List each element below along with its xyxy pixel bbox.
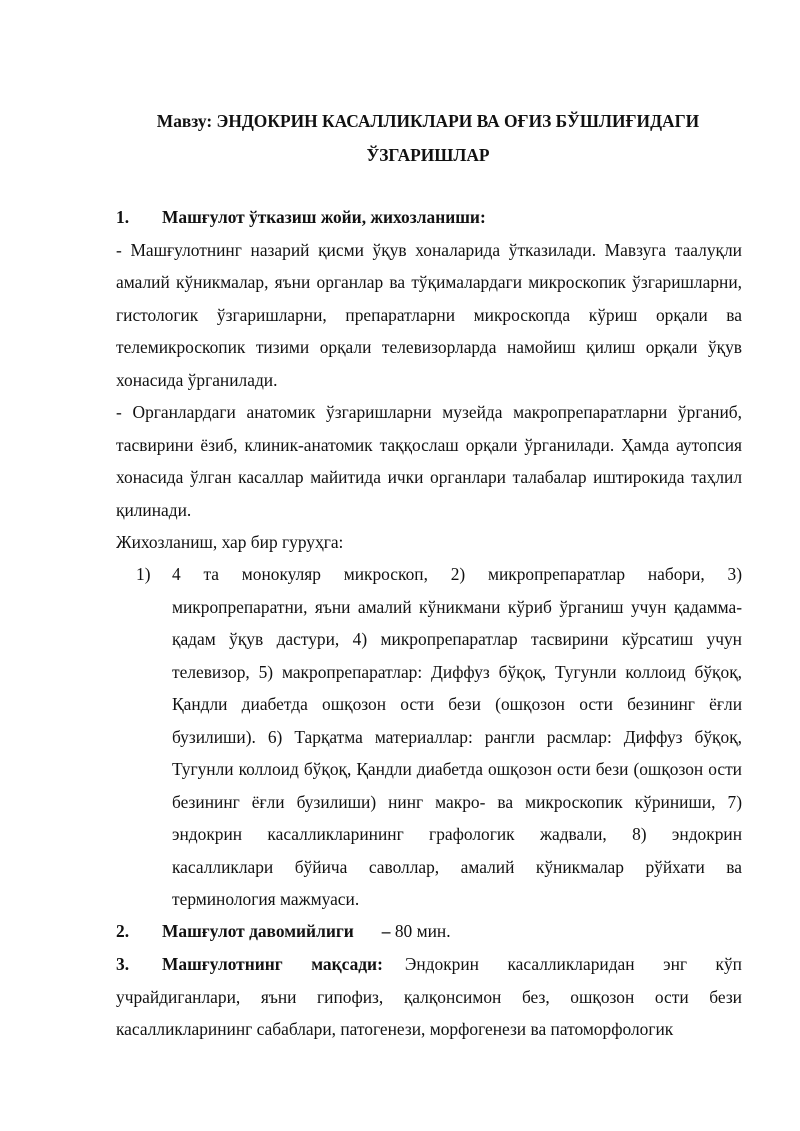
section-2 [116,915,742,948]
section-3-text: Эндокрин касалликларидан энг кўп учрайдиганлари, яъни гипофиз, қалқонсимон без, ошқозон ости бези касалликларининг сабаблари, патогенези, морфогенези ва патоморфологик [116,954,742,1039]
section-2-duration: 80 мин. [394,921,451,941]
section-2-number: 2. [116,921,130,941]
equipment-label: Жихозланиш, хар бир гуруҳга: [116,532,344,552]
page-title [113,104,743,172]
section-1-number: 1. [116,207,130,227]
list-marker: 1) [136,564,151,584]
section-3-title: Машғулотнинг мақсади: [162,954,383,974]
equipment-list [136,558,742,916]
section-3 [116,948,742,1046]
section-1-paragraph-1: - Машғулотнинг назарий қисми ўқув хоналарида ўтказилади. Мавзуга таалуқли амалий кўникмалар, яъни органлар ва тўқималардаги микроскопик ўзгаришларни, гистологик ўзгаришларни, препаратларни микроскопда кўриш орқали ва телемикроскопик тизими орқали телевизорларда намойиш қилиш орқали ўқув хонасида ўрганилади. [116,239,742,390]
section-3-number: 3. [116,954,130,974]
title-line-2: ЎЗГАРИШЛАР [366,145,490,165]
title-line-1: Мавзу: ЭНДОКРИН КАСАЛЛИКЛАРИ ВА ОҒИЗ БЎШЛИҒИДАГИ [156,111,700,131]
list-item-text: 4 та монокуляр микроскоп, 2) микропрепаратлар набори, 3) микропрепаратни, яъни амалий кўникмани кўриб ўрганиш учун қадамма-қадам ўқув дастури, 4) микропрепаратлар тасвирини кўрсатиш учун телевизор, 5) макропрепаратлар: Диффуз бўқоқ, Тугунли коллоид бўқоқ, Қандли диабетда ошқозон ости бези (ошқозон ости безининг ёғли бузилиши). 6) Тарқатма материаллар: рангли расмлар: Диффуз бўқоқ, Тугунли коллоид бўқоқ, Қандли диабетда ошқозон ости бези (ошқозон ости безининг ёғли бузилиши) нинг макро- ва микроскопик кўриниши, 7) эндокрин касалликларининг графологик жадвали, 8) эндокрин касалликлари бўйича саволлар, амалий кўникмалар рўйхати ва терминология мажмуаси. [172,564,742,909]
section-2-dash: – [381,921,391,941]
section-1-title: Машғулот ўтказиш жойи, жихозланиши: [162,207,486,227]
section-1 [116,201,742,559]
section-1-heading [116,201,742,234]
section-2-title: Машғулот давомийлиги [162,921,354,941]
section-1-paragraph-2: - Органлардаги анатомик ўзгаришларни музейда макропрепаратларни ўрганиб, тасвирини ёзиб, клиник-анатомик таққослаш орқали ўрганилади. Ҳамда аутопсия хонасида ўлган касаллар майитида ички органлари талабалар иштирокида таҳлил қилинади. [116,402,742,520]
